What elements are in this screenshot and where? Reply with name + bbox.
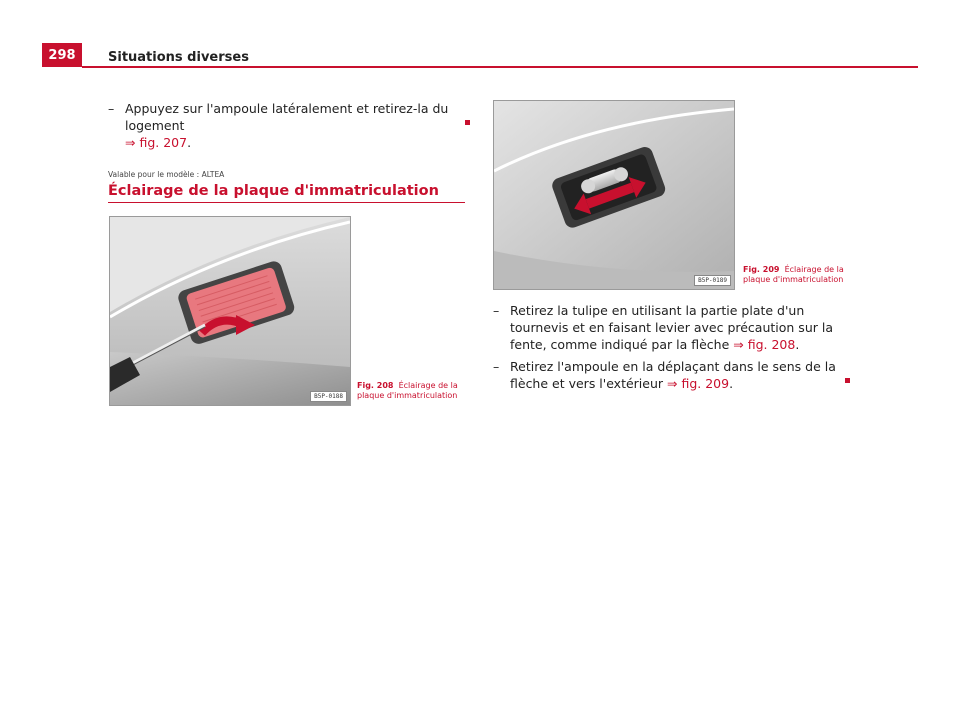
figure-209-image xyxy=(493,100,735,290)
bullet-dash: – xyxy=(493,303,500,318)
step-text: Appuyez sur l'ampoule latéralement et retirez-la du logement ⇒ fig. 207. xyxy=(125,101,449,150)
figure-208-image xyxy=(109,216,351,406)
bullet-dash: – xyxy=(493,359,500,374)
section-title: Éclairage de la plaque d'immatriculation xyxy=(108,183,439,199)
chapter-title: Situations diverses xyxy=(108,50,249,65)
figure-code: B5P-0188 xyxy=(310,391,347,402)
step-text: Retirez la tulipe en utilisant la partie plate d'un tournevis et en faisant levier avec précaution sur la fente, comme indiqué par la flèche ⇒ fig. 208. xyxy=(510,303,833,352)
bullet-dash: – xyxy=(108,101,115,116)
step-remove-lens xyxy=(493,302,858,353)
figure-208-caption: Fig. 208 Éclairage de la plaque d'immatriculation xyxy=(357,381,458,400)
header-rule xyxy=(82,66,918,68)
section-end-marker xyxy=(845,378,850,383)
step-remove-bulb-lateral xyxy=(108,100,458,151)
fig-209-link[interactable]: ⇒ fig. 209 xyxy=(667,376,730,391)
section-rule xyxy=(108,202,465,203)
page-number: 298 xyxy=(42,43,82,67)
figure-code: B5P-0189 xyxy=(694,275,731,286)
fig-207-link[interactable]: ⇒ fig. 207 xyxy=(125,135,188,150)
figure-209-caption: Fig. 209 Éclairage de la plaque d'immatriculation xyxy=(743,265,844,284)
validity-note: Valable pour le modèle : ALTEA xyxy=(108,170,225,179)
section-end-marker xyxy=(465,120,470,125)
fig-208-link[interactable]: ⇒ fig. 208 xyxy=(733,337,796,352)
step-remove-bulb xyxy=(493,358,858,392)
step-text: Retirez l'ampoule en la déplaçant dans le sens de la flèche et vers l'extérieur ⇒ fig. 209. xyxy=(510,359,836,391)
